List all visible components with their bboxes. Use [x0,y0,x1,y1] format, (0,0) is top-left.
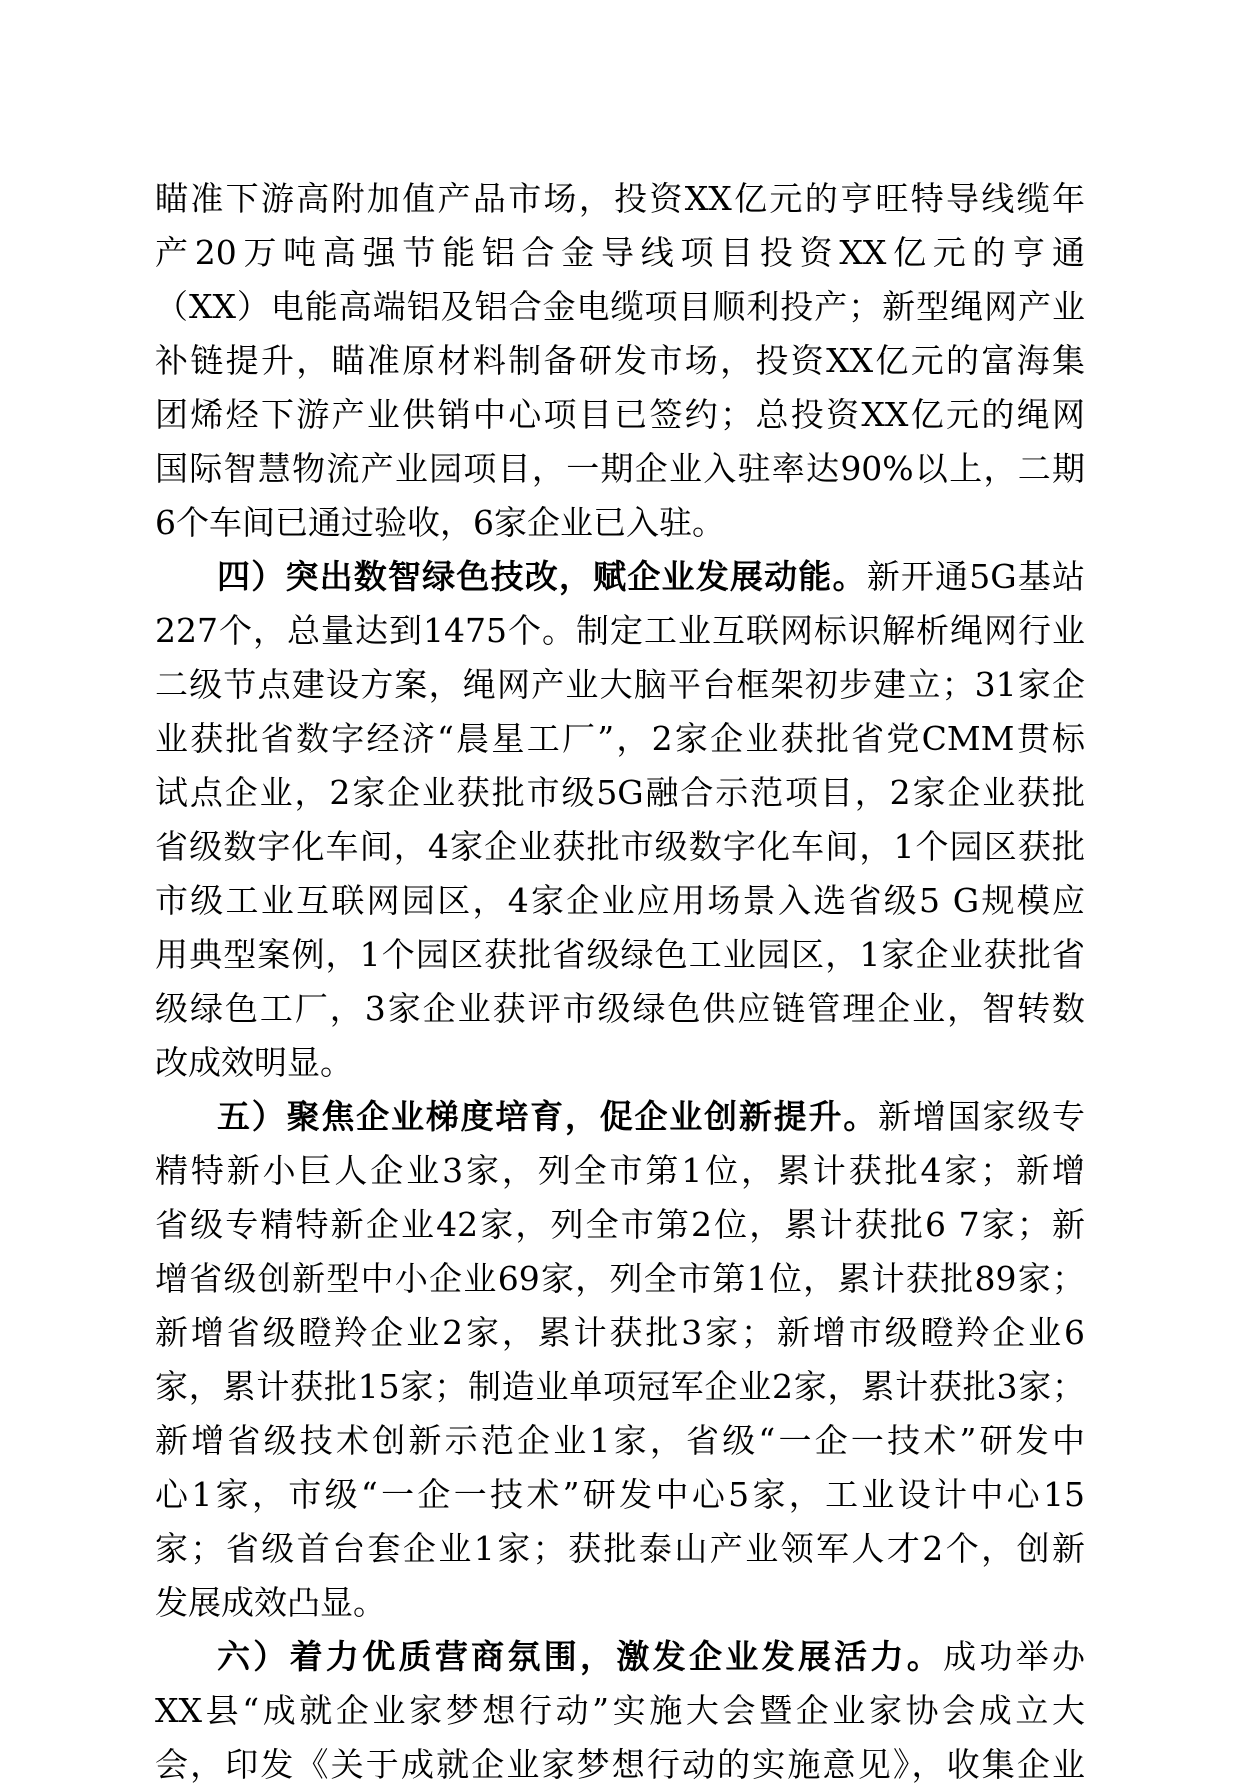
text-line: 增省级创新型中小企业69家，列全市第1位，累计获批89家； [155,1259,1085,1298]
text-line: 6个车间已通过验收，6家企业已入驻。 [155,503,725,542]
paragraph-first-line [155,1630,1085,1684]
text-line: 产20万吨高强节能铝合金导线项目投资XX亿元的亨通 [155,233,1085,272]
text-line: （XX）电能高端铝及铝合金电缆项目顺利投产；新型绳网产业 [155,287,1085,326]
paragraph-digital-green [155,550,1085,1090]
text-line: 心1家，市级“一企一技术”研发中心5家，工业设计中心15 [155,1475,1085,1514]
body-text [155,172,1085,1792]
heading-continuation: 新开通5G基站 [866,557,1086,596]
text-line: 改成效明显。 [155,1043,353,1082]
paragraph-business-environment [155,1630,1085,1792]
text-line: 省级数字化车间，4家企业获批市级数字化车间，1个园区获批 [155,827,1085,866]
text-line: 新增省级技术创新示范企业1家，省级“一企一技术”研发中 [155,1421,1085,1460]
text-line: 补链提升，瞄准原材料制备研发市场，投资XX亿元的富海集 [155,341,1085,380]
text-line: 家；省级首台套企业1家；获批泰山产业领军人才2个，创新 [155,1529,1085,1568]
text-line: 市级工业互联网园区，4家企业应用场景入选省级5 G规模应 [155,881,1085,920]
text-line: 团烯烃下游产业供销中心项目已签约；总投资XX亿元的绳网 [155,395,1085,434]
text-line: 省级专精特新企业42家，列全市第2位，累计获批6 7家；新 [155,1205,1085,1244]
text-line: 二级节点建设方案，绳网产业大脑平台框架初步建立；31家企 [155,665,1085,704]
text-line: 用典型案例，1个园区获批省级绿色工业园区，1家企业获批省 [155,935,1085,974]
text-line: 瞄准下游高附加值产品市场，投资XX亿元的亨旺特导线缆年 [155,179,1085,218]
text-line: 发展成效凸显。 [155,1583,386,1622]
heading-continuation: 成功举办 [943,1637,1086,1676]
section-heading-5: 五）聚焦企业梯度培育，促企业创新提升。 [217,1097,879,1136]
paragraph-first-line [155,550,1085,604]
text-line: 新增省级瞪羚企业2家，累计获批3家；新增市级瞪羚企业6 [155,1313,1085,1352]
paragraph-first-line [155,1090,1085,1144]
text-line: 会，印发《关于成就企业家梦想行动的实施意见》，收集企业 [155,1745,1085,1784]
text-line: XX县“成就企业家梦想行动”实施大会暨企业家协会成立大 [155,1691,1085,1730]
text-line: 级绿色工厂，3家企业获评市级绿色供应链管理企业，智转数 [155,989,1085,1028]
paragraph-industrial-projects [155,172,1085,550]
text-line: 家，累计获批15家；制造业单项冠军企业2家，累计获批3家； [155,1367,1085,1406]
text-line: 精特新小巨人企业3家，列全市第1位，累计获批4家；新增 [155,1151,1085,1190]
section-heading-4: 四）突出数智绿色技改，赋企业发展动能。 [217,557,867,596]
section-heading-6: 六）着力优质营商氛围，激发企业发展活力。 [217,1637,944,1676]
text-line: 国际智慧物流产业园项目，一期企业入驻率达90%以上，二期 [155,449,1085,488]
paragraph-enterprise-cultivation [155,1090,1085,1630]
heading-continuation: 新增国家级专 [878,1097,1086,1136]
text-line: 试点企业，2家企业获批市级5G融合示范项目，2家企业获批 [155,773,1085,812]
text-line: 227个，总量达到1475个。制定工业互联网标识解析绳网行业 [155,611,1085,650]
text-line: 业获批省数字经济“晨星工厂”，2家企业获批省党CMM贯标 [155,719,1085,758]
